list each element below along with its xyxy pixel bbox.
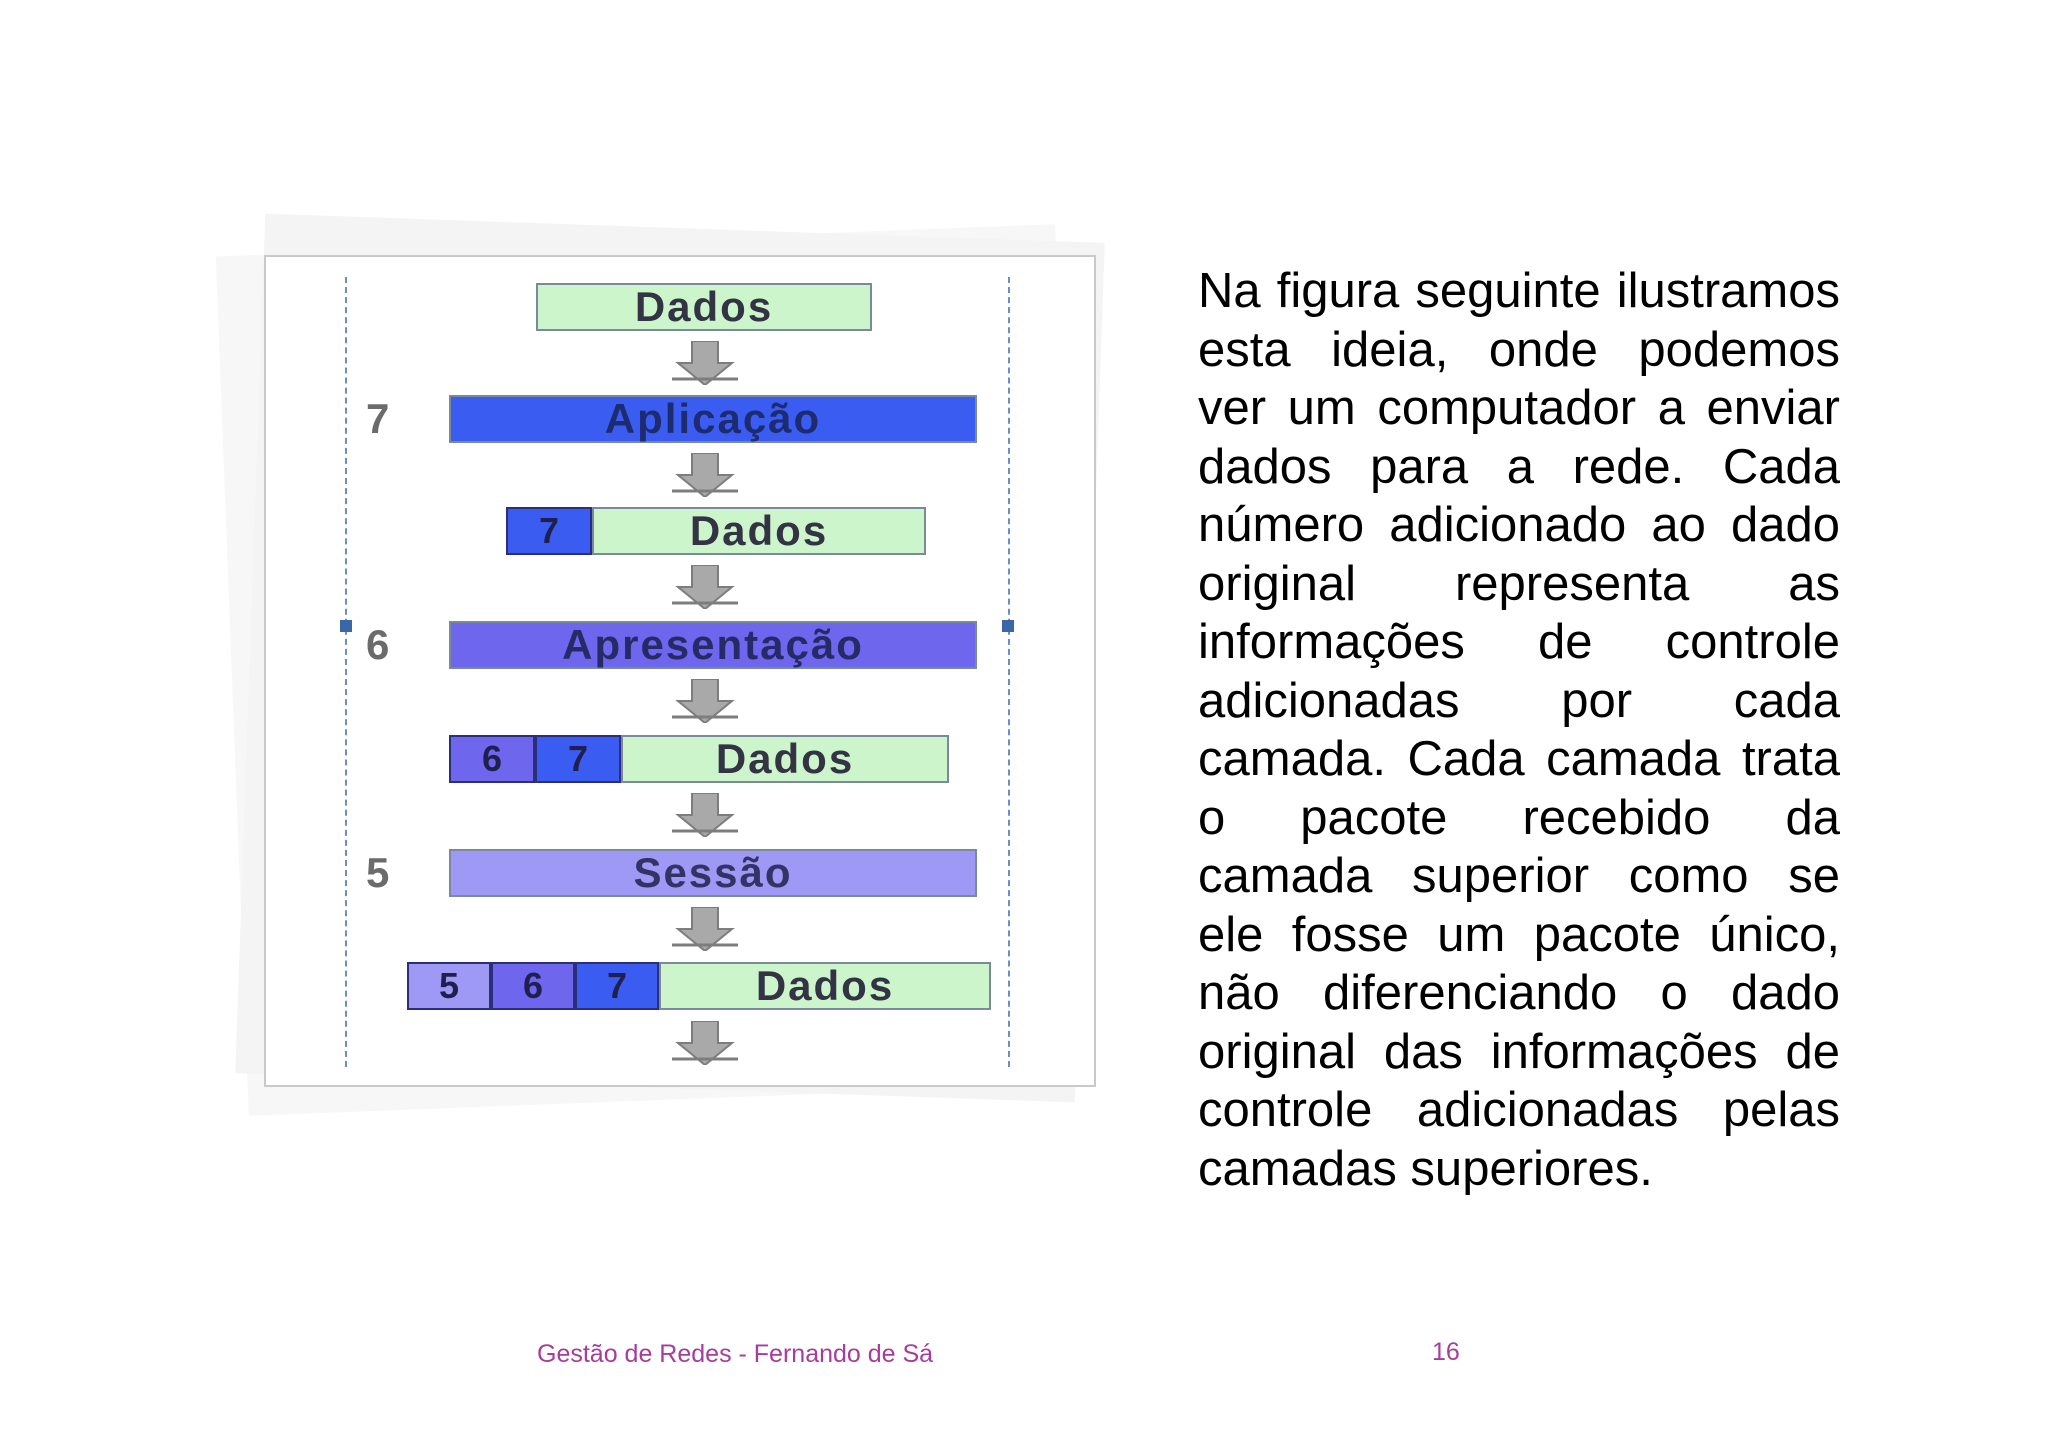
header-7: 7 bbox=[575, 962, 659, 1010]
payload-dados: Dados bbox=[621, 735, 949, 783]
layer-box-aplicacao: Aplicação bbox=[449, 395, 977, 443]
down-arrow-icon bbox=[672, 793, 738, 837]
page-number: 16 bbox=[1432, 1338, 1460, 1366]
payload-dados: Dados bbox=[592, 507, 926, 555]
guide-marker bbox=[1002, 620, 1014, 632]
layer-number-5: 5 bbox=[366, 849, 390, 896]
down-arrow-icon bbox=[672, 679, 738, 723]
guide-line bbox=[1008, 277, 1010, 1067]
layer-box-apresentacao: Apresentação bbox=[449, 621, 977, 669]
guide-line bbox=[345, 277, 347, 1067]
layer-number-7: 7 bbox=[366, 395, 390, 442]
header-7: 7 bbox=[535, 735, 621, 783]
header-7: 7 bbox=[506, 507, 592, 555]
data-box-top: Dados bbox=[536, 283, 872, 331]
header-6: 6 bbox=[449, 735, 535, 783]
header-5: 5 bbox=[407, 962, 491, 1010]
body-paragraph: Na figura seguinte ilustramos esta ideia, onde podemos ver um computador a enviar dados para a rede. Cada número adicionado ao dado original representa as informações de controle adicionadas por cada camada. Cada camada trata o pacote recebido da camada superior como se ele fosse um pacote único, não diferenciando o dado original das informações de controle adicionadas pelas camadas superiores. bbox=[1198, 264, 1840, 1196]
down-arrow-icon bbox=[672, 341, 738, 385]
payload-dados: Dados bbox=[659, 962, 991, 1010]
footer-author: Gestão de Redes - Fernando de Sá bbox=[537, 1340, 934, 1368]
down-arrow-icon bbox=[672, 1021, 738, 1065]
header-6: 6 bbox=[491, 962, 575, 1010]
down-arrow-icon bbox=[672, 453, 738, 497]
layer-box-sessao: Sessão bbox=[449, 849, 977, 897]
layer-number-6: 6 bbox=[366, 621, 390, 668]
osi-encapsulation-figure bbox=[264, 255, 1096, 1087]
down-arrow-icon bbox=[672, 565, 738, 609]
down-arrow-icon bbox=[672, 907, 738, 951]
guide-marker bbox=[340, 620, 352, 632]
